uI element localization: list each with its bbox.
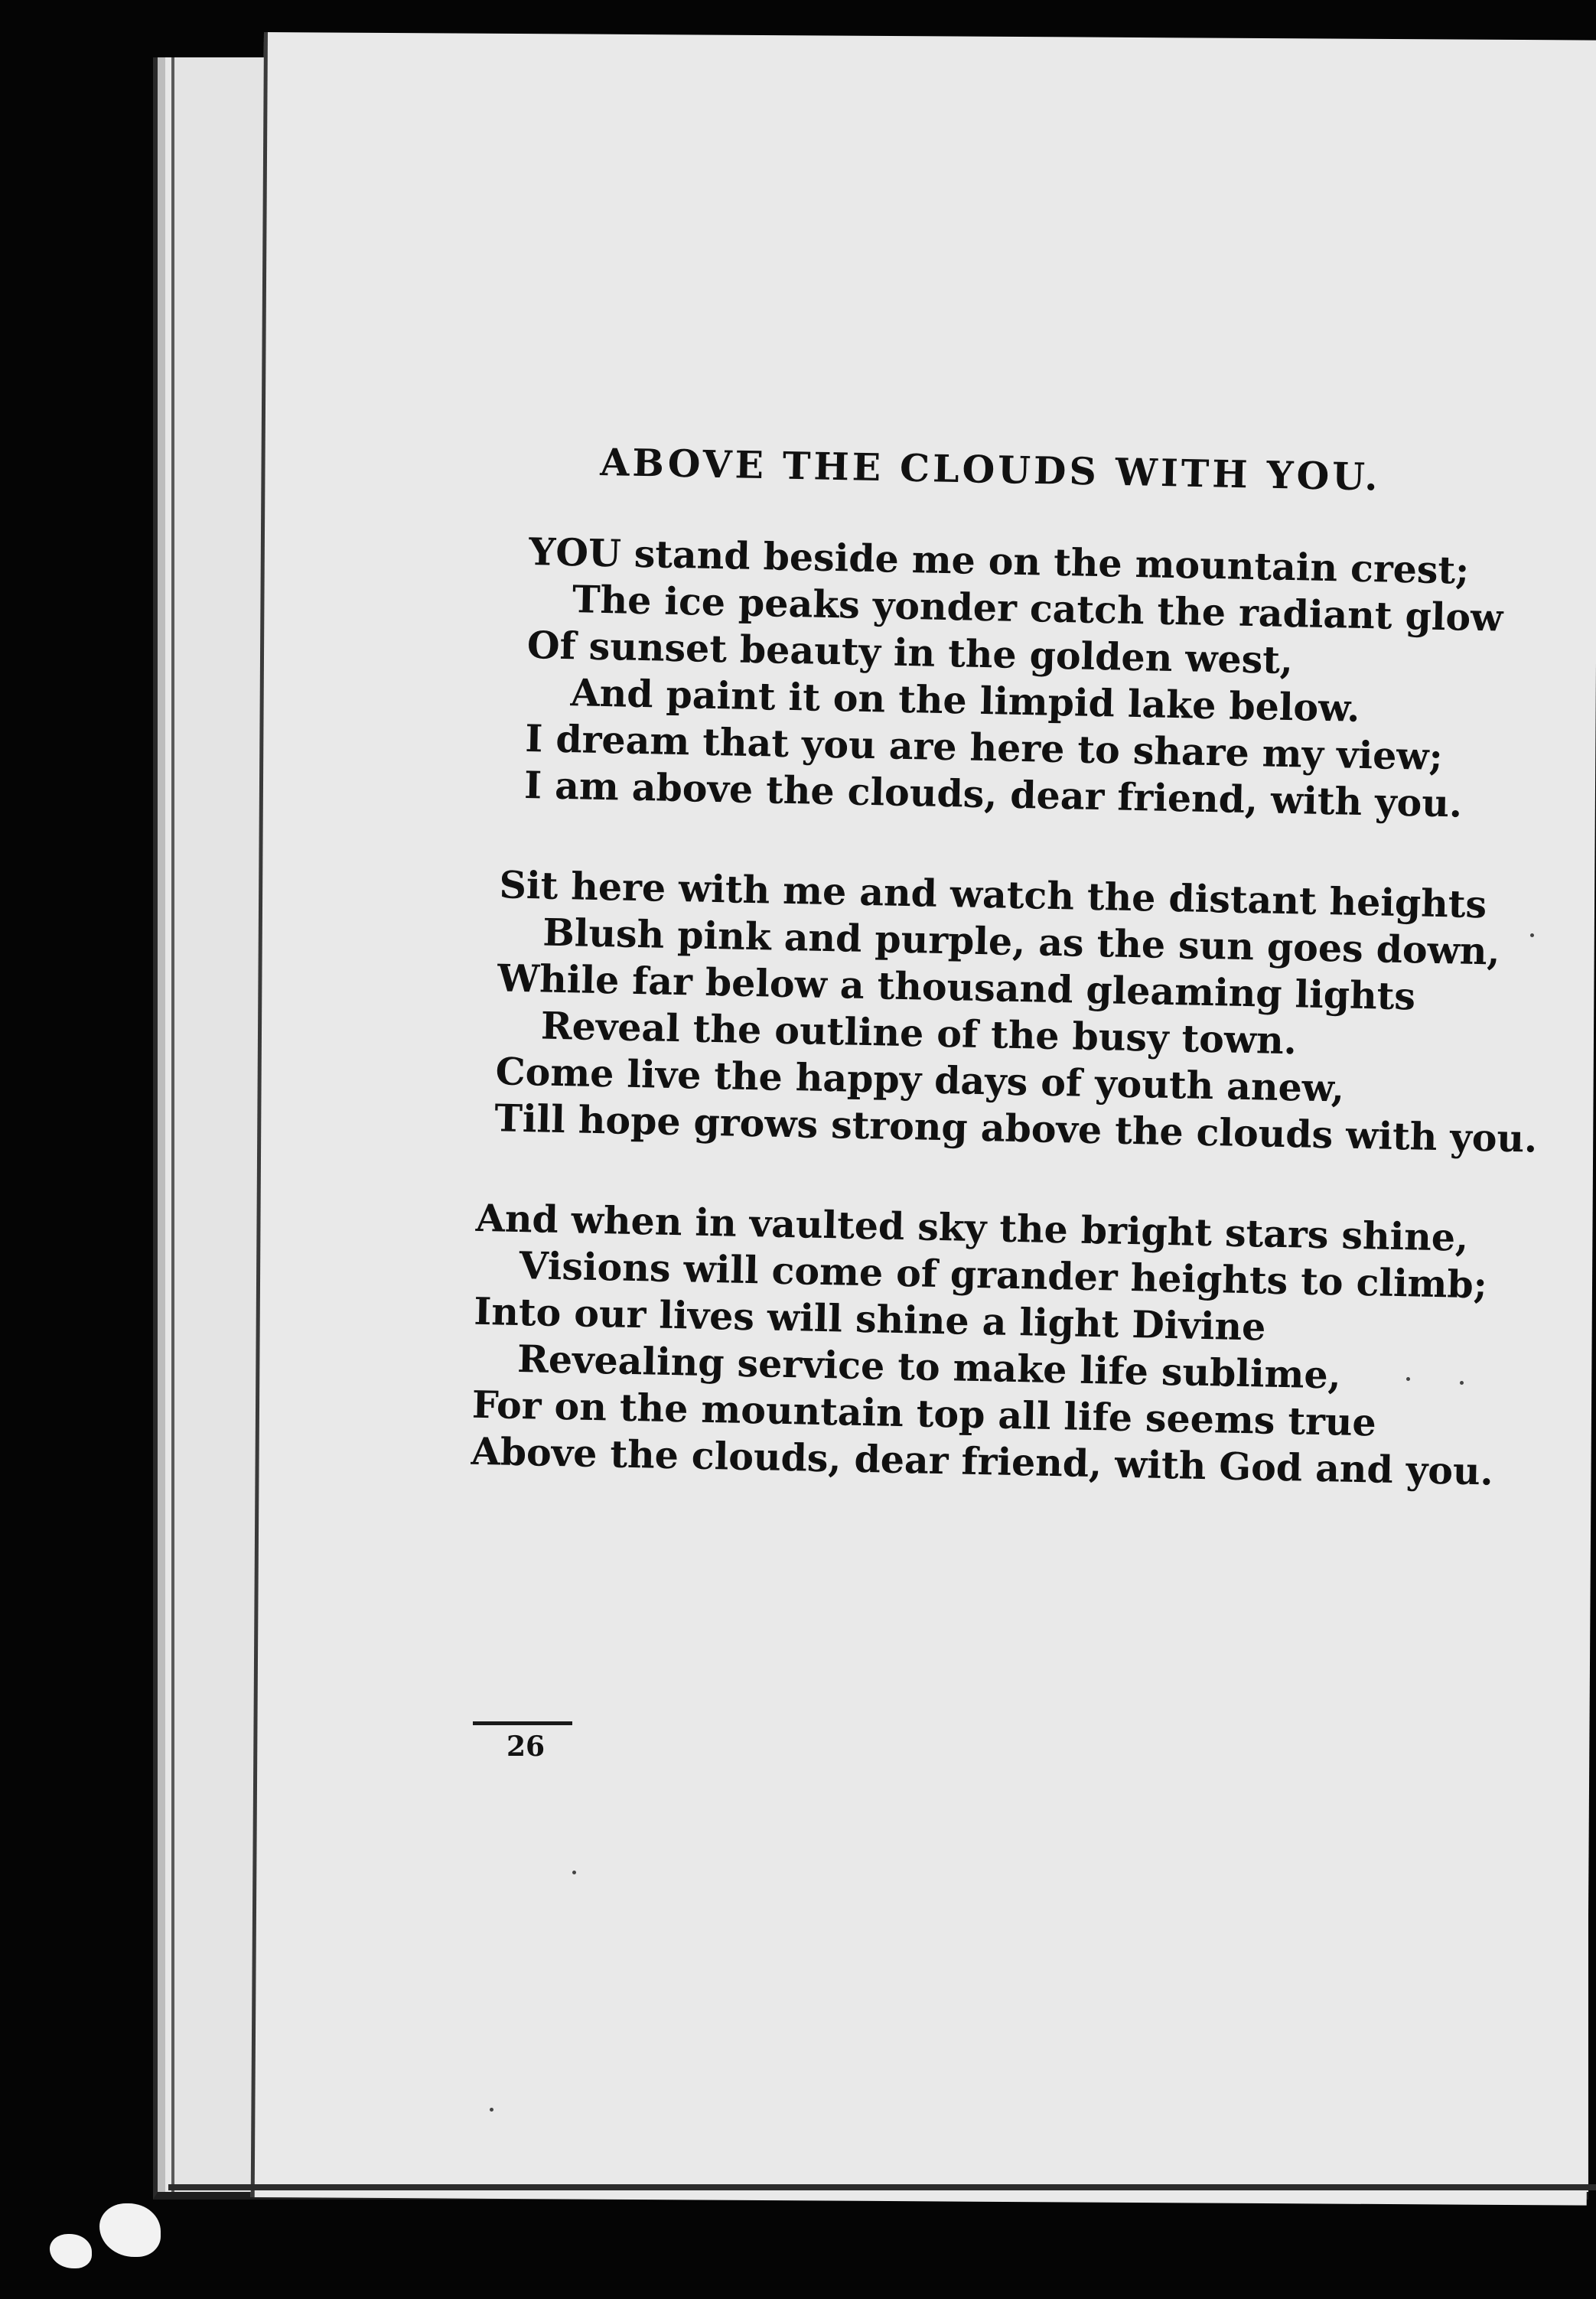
poem-title: ABOVE THE CLOUDS WITH YOU. <box>599 440 1382 500</box>
page-bottom-edge <box>168 2184 1596 2190</box>
poem-line: And when in vaulted sky the bright stars shine, <box>475 1195 1469 1260</box>
poem-line: Of sunset beauty in the golden west, <box>526 623 1294 683</box>
poem-line: Into our lives will shine a light Divine <box>473 1288 1266 1350</box>
scan-speck <box>490 2108 493 2112</box>
stanza-2 <box>493 861 1538 1161</box>
poem-line: For on the mountain top all life seems true <box>471 1382 1377 1445</box>
poem-line: I am above the clouds, dear friend, with you. <box>523 762 1463 826</box>
poem-line: Above the clouds, dear friend, with God and you. <box>471 1428 1494 1494</box>
poem-line: Come live the happy days of youth anew, <box>495 1049 1345 1111</box>
poem-line: Revealing service to make life sublime, <box>516 1336 1342 1398</box>
poem-line: I dream that you are here to share my view; <box>524 715 1444 780</box>
poem-line: Blush pink and purple, as the sun goes down, <box>542 910 1501 974</box>
scan-speck <box>1460 1381 1464 1385</box>
stanza-3 <box>471 1195 1494 1495</box>
scan-speck <box>572 1871 576 1874</box>
poem-line: Visions will come of grander heights to climb; <box>519 1242 1488 1307</box>
stanza-1 <box>523 529 1503 828</box>
poem-body <box>470 528 1538 1548</box>
poem-line: YOU stand beside me on the mountain crest; <box>528 529 1470 593</box>
page-number: 26 <box>506 1731 546 1763</box>
poem-line: Reveal the outline of the busy town. <box>540 1003 1298 1063</box>
poem-line: Till hope grows strong above the clouds with you. <box>493 1096 1538 1161</box>
scan-blot <box>99 2203 161 2257</box>
scan-speck <box>1406 1377 1410 1381</box>
poem-line: Sit here with me and watch the distant heights <box>499 862 1487 927</box>
poem-line: The ice peaks yonder catch the radiant glow <box>572 577 1503 640</box>
scan-speck <box>1530 933 1534 937</box>
poem-line: While far below a thousand gleaming lights <box>497 956 1416 1019</box>
poem-line: And paint it on the limpid lake below. <box>570 670 1361 731</box>
scan-blot <box>50 2234 92 2268</box>
footer-rule <box>473 1721 572 1725</box>
